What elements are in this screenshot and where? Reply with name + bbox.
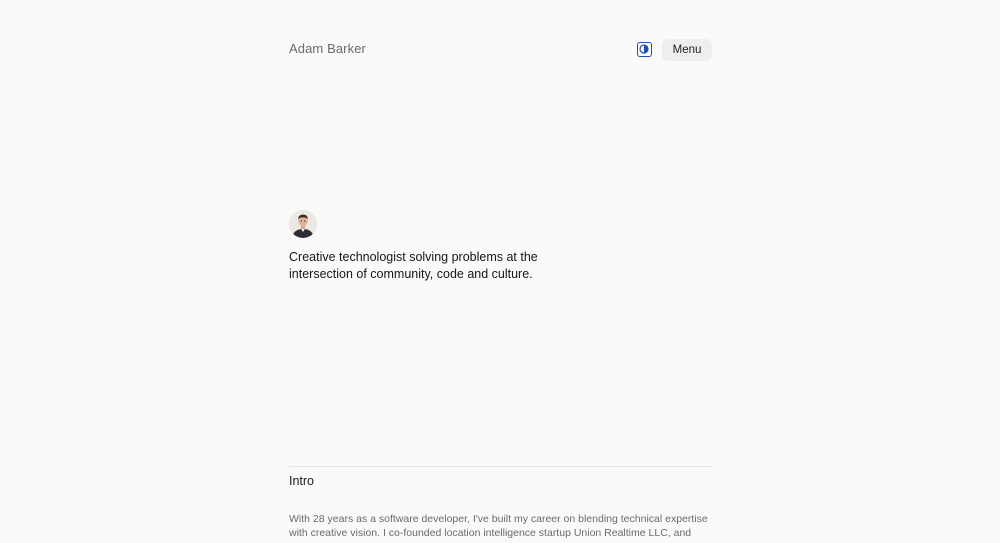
avatar (289, 210, 317, 238)
intro-heading: Intro (289, 474, 315, 488)
contrast-toggle-icon (639, 44, 649, 54)
site-name-link[interactable]: Adam Barker (289, 41, 366, 56)
menu-button[interactable]: Menu (662, 39, 712, 61)
intro-paragraph: With 28 years as a software developer, I've built my career on blending technical expertise with creative vision. I co-founded location intelligence startup Union Realtime LLC, and (289, 513, 708, 539)
hero-tagline: Creative technologist solving problems at the intersection of community, code and culture. (289, 250, 538, 281)
section-divider (289, 466, 712, 467)
profile-photo (289, 210, 317, 238)
theme-toggle-button[interactable] (637, 42, 652, 57)
site-header (289, 38, 712, 62)
